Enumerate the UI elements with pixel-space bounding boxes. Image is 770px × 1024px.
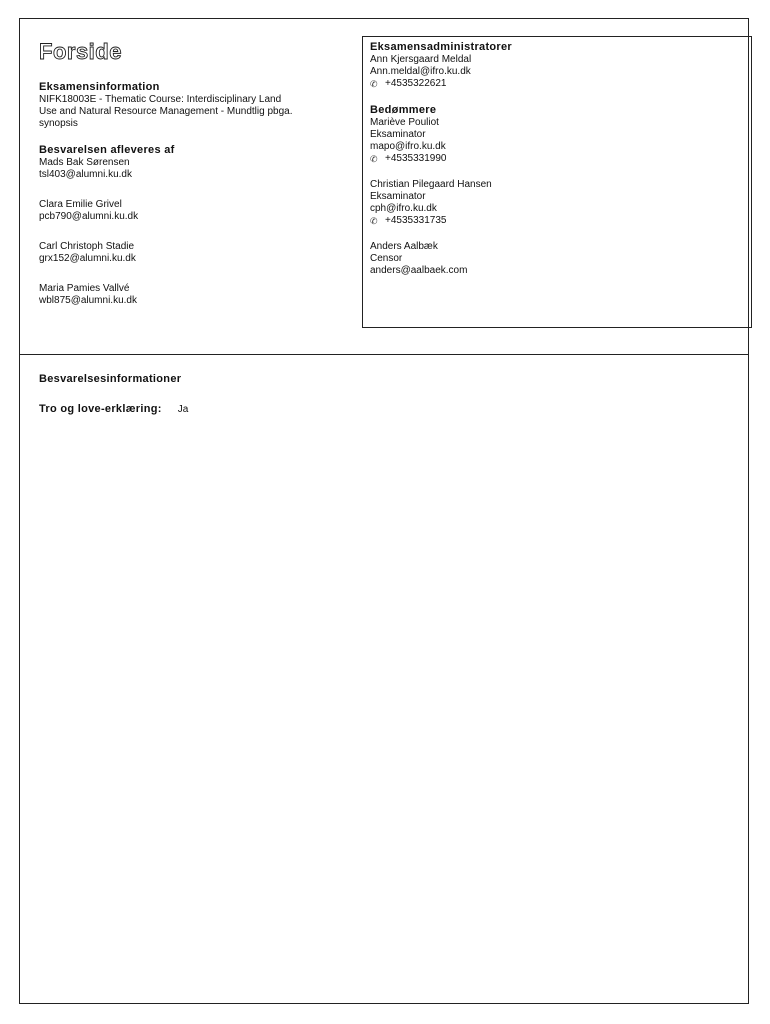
assessor-phone-number: +4535331990: [385, 153, 447, 164]
exam-info-line: synopsis: [39, 118, 78, 129]
assessor-phone-number: +4535331735: [385, 215, 447, 226]
student-email: pcb790@alumni.ku.dk: [39, 211, 139, 222]
phone-icon: ✆: [370, 154, 378, 164]
page-title: Forside: [39, 39, 122, 64]
section-divider: [20, 354, 748, 355]
assessor-role: Censor: [370, 253, 403, 264]
assessor-entry: [370, 179, 744, 227]
declaration-row: [39, 403, 729, 415]
declaration-label: Tro og love-erklæring:: [39, 403, 162, 415]
admin-phone: [370, 78, 744, 90]
student-email: grx152@alumni.ku.dk: [39, 253, 136, 264]
assessor-email: cph@ifro.ku.dk: [370, 203, 437, 214]
assessor-role: Eksaminator: [370, 129, 426, 140]
student-entry: [39, 241, 349, 265]
assessor-name: Christian Pilegaard Hansen: [370, 179, 492, 190]
page-frame: [19, 18, 749, 1004]
student-entry: [39, 157, 349, 181]
assessor-phone: [370, 153, 744, 165]
assessor-role: Eksaminator: [370, 191, 426, 202]
admin-phone-number: +4535322621: [385, 78, 447, 89]
phone-icon: ✆: [370, 79, 378, 89]
assessor-phone: [370, 215, 744, 227]
declaration-value: Ja: [177, 404, 189, 415]
submitted-by-section: [39, 144, 349, 307]
student-name: Mads Bak Sørensen: [39, 157, 130, 168]
assessor-name: Anders Aalbæk: [370, 241, 438, 252]
student-entry: [39, 199, 349, 223]
assessor-entry: [370, 117, 744, 165]
exam-information: [39, 81, 349, 130]
submitted-by-heading: Besvarelsen afleveres af: [39, 144, 175, 156]
admin-name: Ann Kjersgaard Meldal: [370, 54, 472, 65]
exam-info-line: Use and Natural Resource Management - Mundtlig pbga.: [39, 106, 293, 117]
student-entry: [39, 283, 349, 307]
assessor-email: anders@aalbaek.com: [370, 265, 468, 276]
admin-email: Ann.meldal@ifro.ku.dk: [370, 66, 471, 77]
student-email: tsl403@alumni.ku.dk: [39, 169, 132, 180]
contacts-box: [362, 36, 752, 328]
phone-icon: ✆: [370, 216, 378, 226]
assessors-section: [370, 104, 744, 277]
student-name: Carl Christoph Stadie: [39, 241, 135, 252]
administrators-heading: Eksamensadministratorer: [370, 41, 513, 53]
assessors-heading: Bedømmere: [370, 104, 437, 116]
assessor-name: Mariève Pouliot: [370, 117, 439, 128]
student-name: Clara Emilie Grivel: [39, 199, 122, 210]
assessor-entry: [370, 241, 744, 277]
exam-info-heading: Eksamensinformation: [39, 81, 160, 93]
student-email: wbl875@alumni.ku.dk: [39, 295, 137, 306]
assessor-email: mapo@ifro.ku.dk: [370, 141, 446, 152]
exam-info-line: NIFK18003E - Thematic Course: Interdisciplinary Land: [39, 94, 282, 105]
left-column: [39, 39, 349, 325]
answer-info-heading: Besvarelsesinformationer: [39, 373, 182, 385]
student-name: Maria Pamies Vallvé: [39, 283, 130, 294]
administrators-section: [370, 41, 744, 90]
answer-information-section: [39, 373, 729, 415]
